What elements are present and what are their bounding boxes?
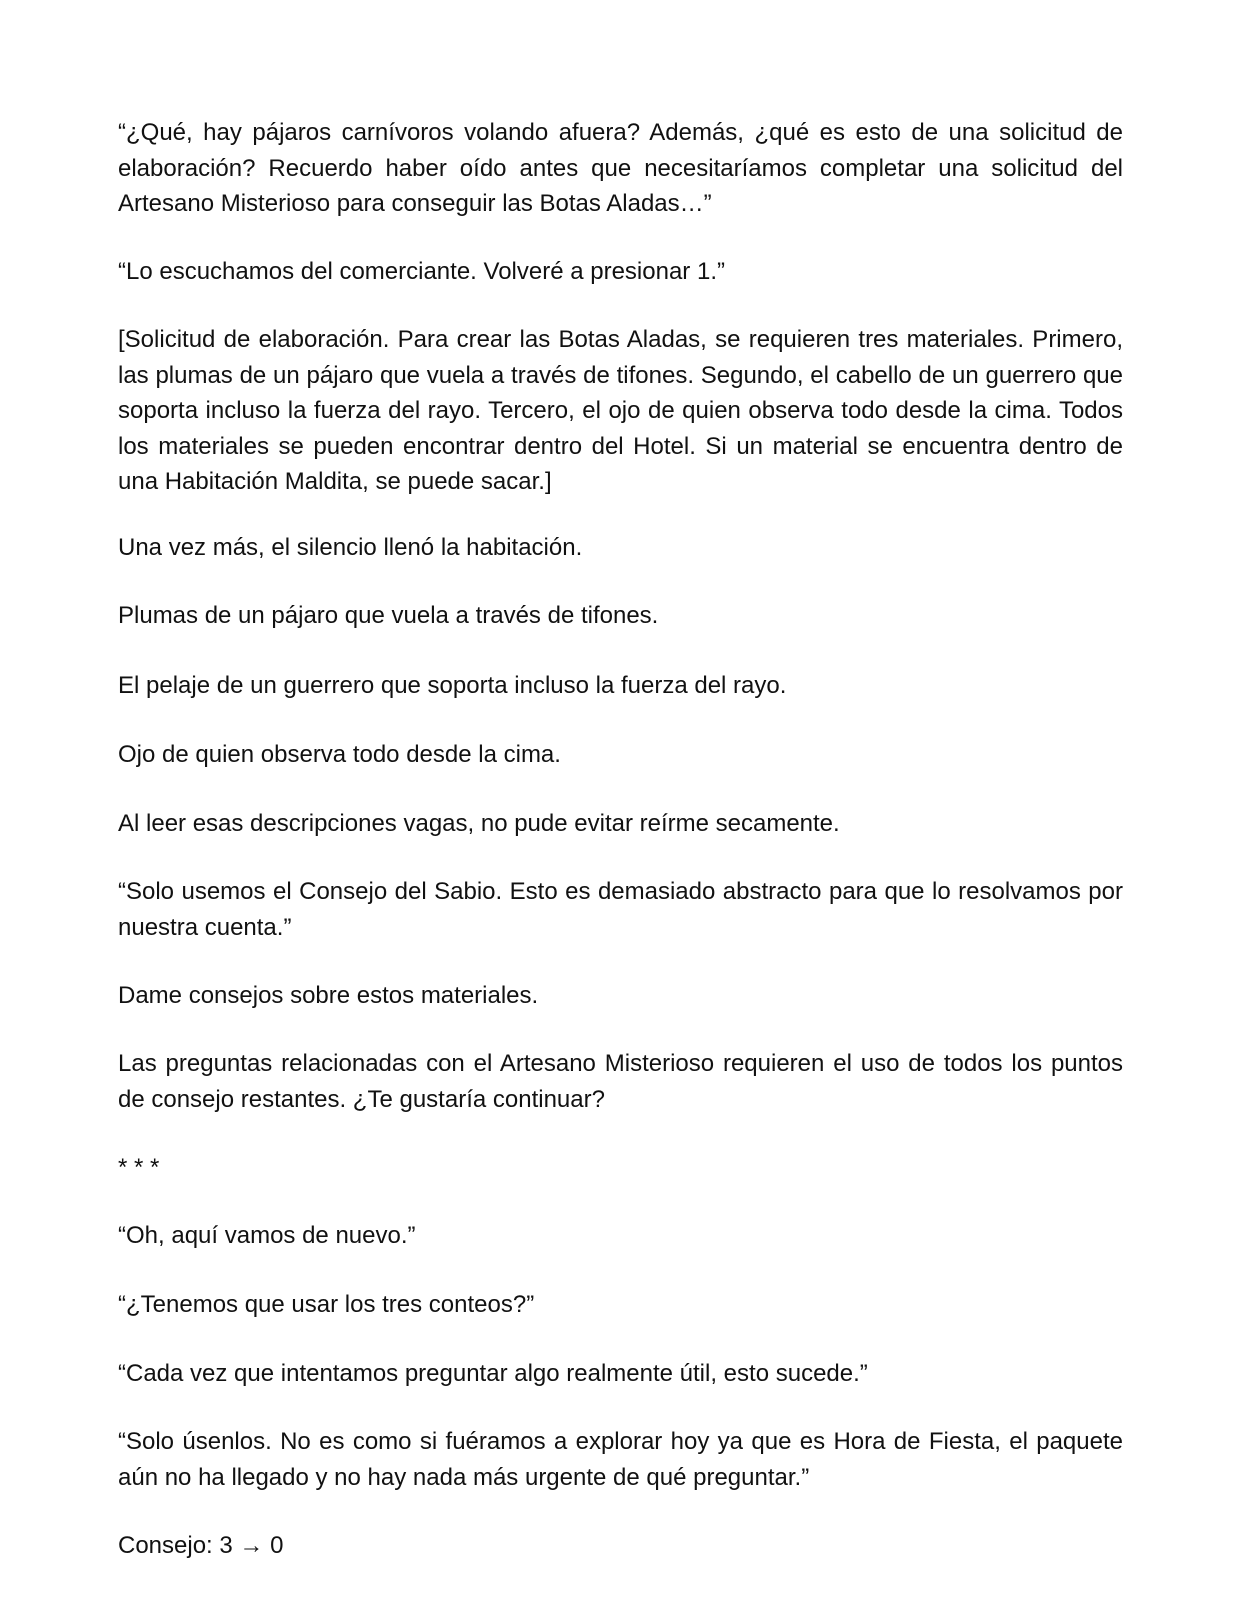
paragraph-dry-laugh: Al leer esas descripciones vagas, no pude evitar reírme secamente.	[118, 810, 840, 837]
paragraph-silence: Una vez más, el silencio llenó la habitación.	[118, 534, 583, 561]
paragraph-material-feathers: Plumas de un pájaro que vuela a través de tifones.	[118, 602, 659, 629]
paragraph-always-happens: “Cada vez que intentamos preguntar algo realmente útil, esto sucede.”	[118, 1360, 868, 1387]
paragraph-crafting-question: “¿Qué, hay pájaros carnívoros volando afuera? Además, ¿qué es esto de una solicitud de elaboración? Recuerdo haber oído antes que necesitaríamos completar una solicitud del Artesano Misterioso para conseguir las Botas Aladas…”	[118, 119, 1123, 217]
paragraph-crafting-request: [Solicitud de elaboración. Para crear las Botas Aladas, se requieren tres materiales. Primero, las plumas de un pájaro que vuela a través de tifones. Segundo, el cabello de un guerrero que soporta incluso la fuerza del rayo. Tercero, el ojo de quien observa todo desde la cima. Todos los materiales se pueden encontrar dentro del Hotel. Si un material se encuentra dentro de una Habitación Maldita, se puede sacar.]	[118, 326, 1123, 495]
paragraph-just-use-them: “Solo úsenlos. No es como si fuéramos a explorar hoy ya que es Hora de Fiesta, el paquete aún no ha llegado y no hay nada más urgente de qué preguntar.”	[118, 1428, 1123, 1491]
paragraph-advice-cost: Las preguntas relacionadas con el Artesano Misterioso requieren el uso de todos los puntos de consejo restantes. ¿Te gustaría continuar?	[118, 1050, 1123, 1113]
advice-counter: Consejo: 3 → 0	[118, 1532, 284, 1559]
paragraph-here-we-go: “Oh, aquí vamos de nuevo.”	[118, 1222, 416, 1249]
paragraph-material-fur: El pelaje de un guerrero que soporta incluso la fuerza del rayo.	[118, 672, 787, 699]
paragraph-merchant-reply: “Lo escuchamos del comerciante. Volveré a presionar 1.”	[118, 258, 725, 285]
paragraph-material-eye: Ojo de quien observa todo desde la cima.	[118, 741, 561, 768]
paragraph-three-counts: “¿Tenemos que usar los tres conteos?”	[118, 1291, 535, 1318]
paragraph-ask-advice: Dame consejos sobre estos materiales.	[118, 982, 539, 1009]
paragraph-use-sage-advice: “Solo usemos el Consejo del Sabio. Esto es demasiado abstracto para que lo resolvamos por nuestra cuenta.”	[118, 878, 1123, 941]
scene-break: * * *	[118, 1154, 160, 1181]
